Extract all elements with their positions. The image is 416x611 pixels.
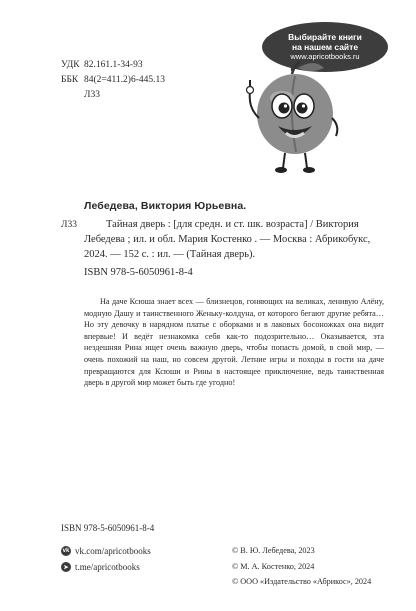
- promo-line-2: на нашем сайте: [291, 42, 359, 52]
- record-code: Л33: [61, 220, 77, 230]
- udk-value: 82.161.1-34-93: [84, 60, 143, 70]
- udk-label: УДК: [61, 60, 80, 70]
- isbn-footer: ISBN 978-5-6050961-8-4: [61, 523, 155, 533]
- copyright-publisher: © ООО «Издательство «Абрикос», 2024: [232, 577, 372, 586]
- telegram-link[interactable]: [61, 562, 140, 572]
- bbk-value: 84(2=411.2)6-445.13: [84, 75, 165, 85]
- telegram-icon: ➤: [61, 562, 71, 572]
- vk-link[interactable]: [61, 546, 151, 556]
- bbk-label: ББК: [61, 75, 79, 85]
- isbn-record: ISBN 978-5-6050961-8-4: [84, 267, 193, 278]
- author-heading: Лебедева, Виктория Юрьевна.: [84, 200, 247, 212]
- promo-line-1: Выбирайте книги: [288, 32, 362, 42]
- copyright-illustrator: © М. А. Костенко, 2024: [232, 562, 315, 571]
- copyright-author: © В. Ю. Лебедева, 2023: [232, 546, 315, 555]
- promo-url[interactable]: www.apricotbooks.ru: [290, 52, 360, 61]
- telegram-link-text[interactable]: t.me/apricotbooks: [75, 562, 140, 572]
- vk-icon: vk: [62, 548, 70, 554]
- book-description: Тайная дверь : [для средн. и ст. шк. возраста] / Виктория Лебедева ; ил. и обл. Мария Костенко . — Москва : Абрикобукс, 2024. — 152 с. : ил. — (Тайная дверь).: [84, 219, 371, 260]
- author-code: Л33: [84, 90, 100, 100]
- book-annotation: На даче Ксюша знает всех — близнецов, гоняющих на великах, ленивую Алёну, модную Дашу и таинственного Женьку-колдуна, от которого бегают другие ребята… Но эту девочку в нарядном платье с оборками и в лаковых босоножках она видит впервые! И ведёт незнакомка себя как-то подозрительно… Оказывается, эта нездешняя Рина ищет очень важную дверь, чтобы попасть домой, в свой мир, — очень похожий на наш, но совсем другой. Летние игры и походы в гости на даче превращаются для Ксюши и Рины в настоящее приключение, ведь таинственная дверь в другой мир может быть где угодно!: [84, 297, 384, 388]
- apricot-mascot-icon: [240, 56, 350, 176]
- vk-link-text[interactable]: vk.com/apricotbooks: [75, 546, 151, 556]
